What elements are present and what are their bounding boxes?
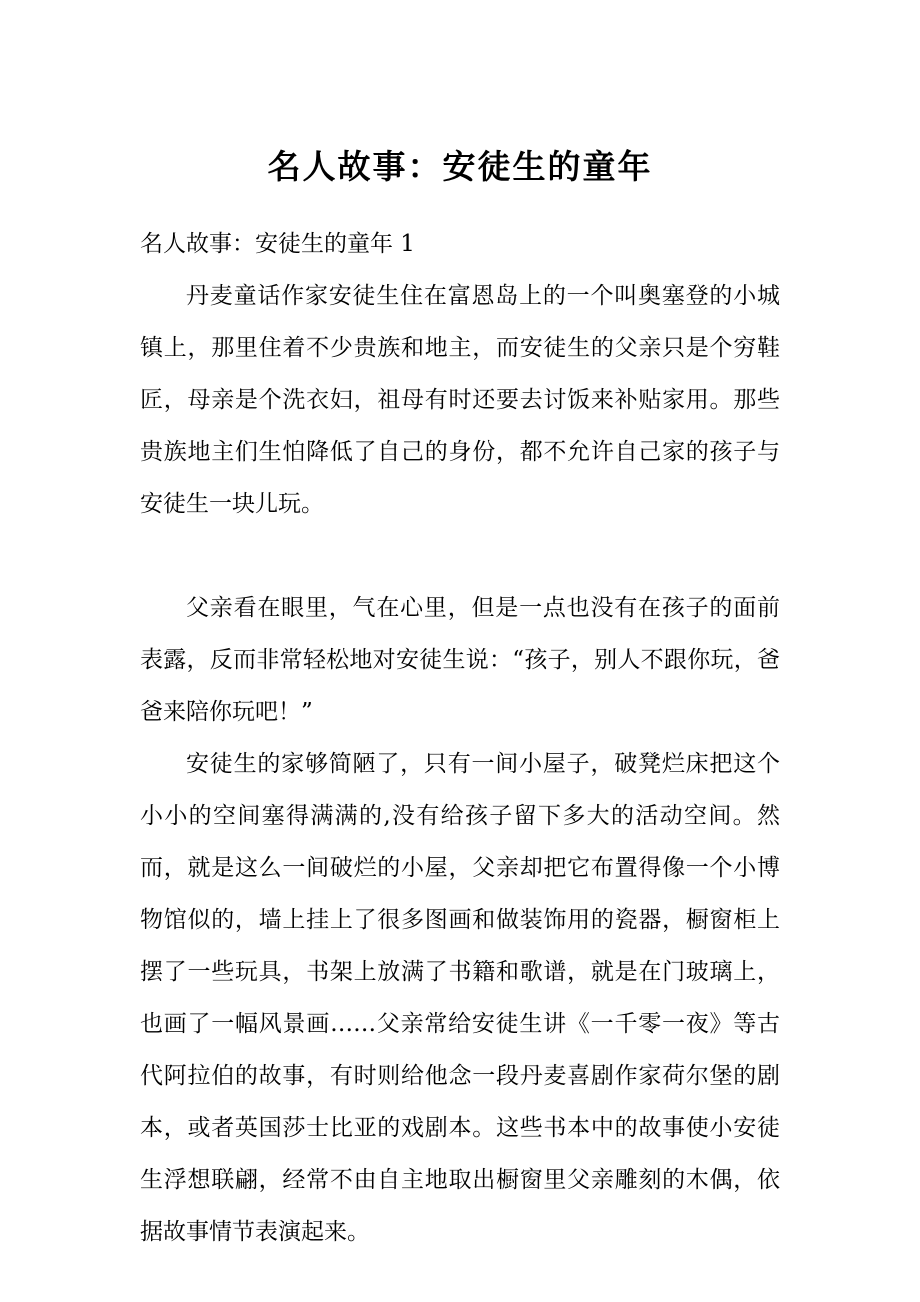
document-title: 名人故事：安徒生的童年 <box>267 147 653 186</box>
paragraph: 安徒生的家够简陋了，只有一间小屋子，破凳烂床把这个小小的空间塞得满满的,没有给孩子留下多大的活动空间。然而，就是这么一间破烂的小屋，父亲却把它布置得像一个小博物馆似的，墙上挂上了很多图画和做装饰用的瓷器，橱窗柜上摆了一些玩具，书架上放满了书籍和歌谱，就是在门玻璃上，也画了一幅风景画……父亲常给安徒生讲《一千零一夜》等古代阿拉伯的故事，有时则给他念一段丹麦喜剧作家荷尔堡的剧本，或者英国莎士比亚的戏剧本。这些书本中的故事使小安徒生浮想联翩，经常不由自主地取出橱窗里父亲雕刻的木偶，依据故事情节表演起来。 <box>140 751 780 1245</box>
section-heading: 名人故事：安徒生的童年 1 <box>140 231 415 257</box>
paragraph: 父亲看在眼里，气在心里，但是一点也没有在孩子的面前表露，反而非常轻松地对安徒生说：“孩子，别人不跟你玩，爸爸来陪你玩吧！” <box>140 595 780 725</box>
paragraph-spacer <box>140 530 780 582</box>
document-body <box>140 218 780 1258</box>
paragraph: 丹麦童话作家安徒生住在富恩岛上的一个叫奥塞登的小城镇上，那里住着不少贵族和地主，而安徒生的父亲只是个穷鞋匠，母亲是个洗衣妇，祖母有时还要去讨饭来补贴家用。那些贵族地主们生怕降低了自己的身份，都不允许自己家的孩子与安徒生一块儿玩。 <box>140 283 780 517</box>
